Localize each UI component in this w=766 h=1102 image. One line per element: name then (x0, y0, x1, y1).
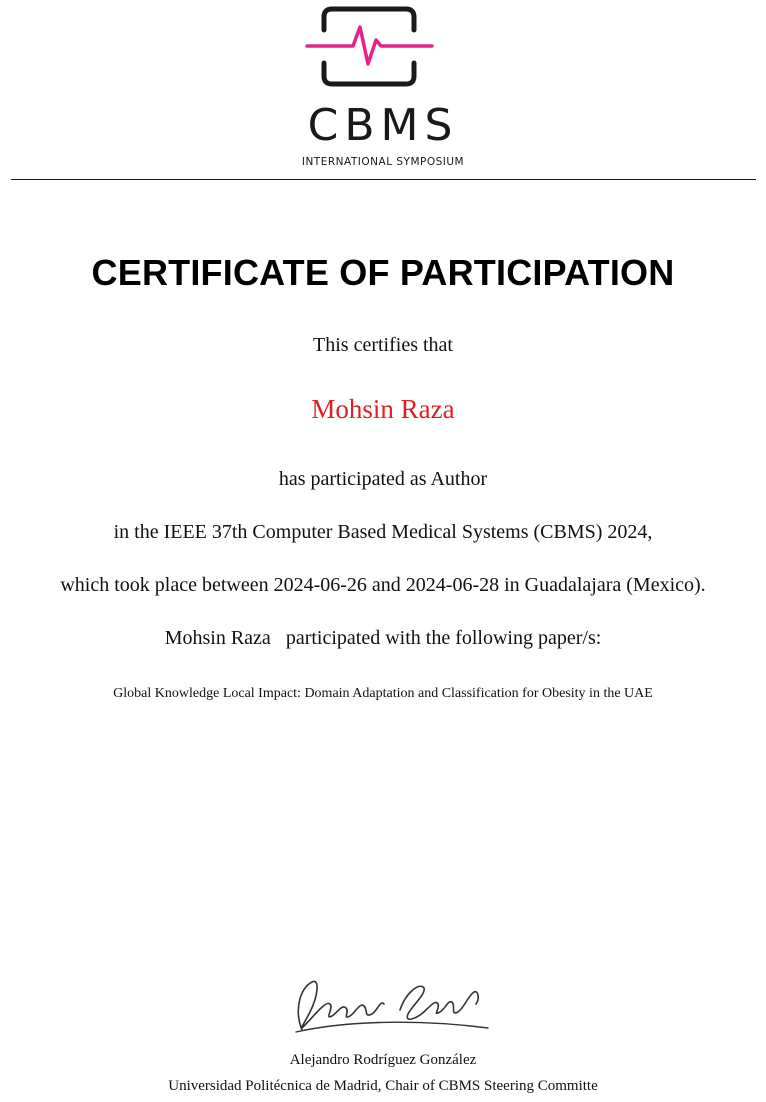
paper-intro-line (0, 627, 766, 650)
event-line: in the IEEE 37th Computer Based Medical Systems (CBMS) 2024, (113, 521, 653, 543)
paper-intro-name: Mohsin Raza (164, 627, 271, 649)
signer-affiliation: Universidad Politécnica de Madrid, Chair of CBMS Steering Committe (168, 1078, 598, 1094)
handwritten-signature (280, 970, 500, 1046)
cbms-logo (0, 0, 766, 176)
dates-line: which took place between 2024-06-26 and 2024-06-28 in Guadalajara (Mexico). (60, 574, 706, 596)
logo-subtitle: INTERNATIONAL SYMPOSIUM (301, 156, 465, 168)
certifies-line: This certifies that (313, 334, 453, 356)
paper-title: Global Knowledge Local Impact: Domain Adaptation and Classification for Obesity in the UAE (113, 686, 653, 701)
header-divider (11, 179, 756, 180)
role-line: has participated as Author (278, 468, 488, 490)
logo-wordmark: CBMS (307, 100, 459, 151)
paper-intro-text: participated with the following paper/s: (285, 627, 602, 649)
certificate-title: CERTIFICATE OF PARTICIPATION (91, 252, 675, 293)
signer-name: Alejandro Rodríguez González (289, 1052, 477, 1068)
recipient-name: Mohsin Raza (311, 394, 455, 424)
